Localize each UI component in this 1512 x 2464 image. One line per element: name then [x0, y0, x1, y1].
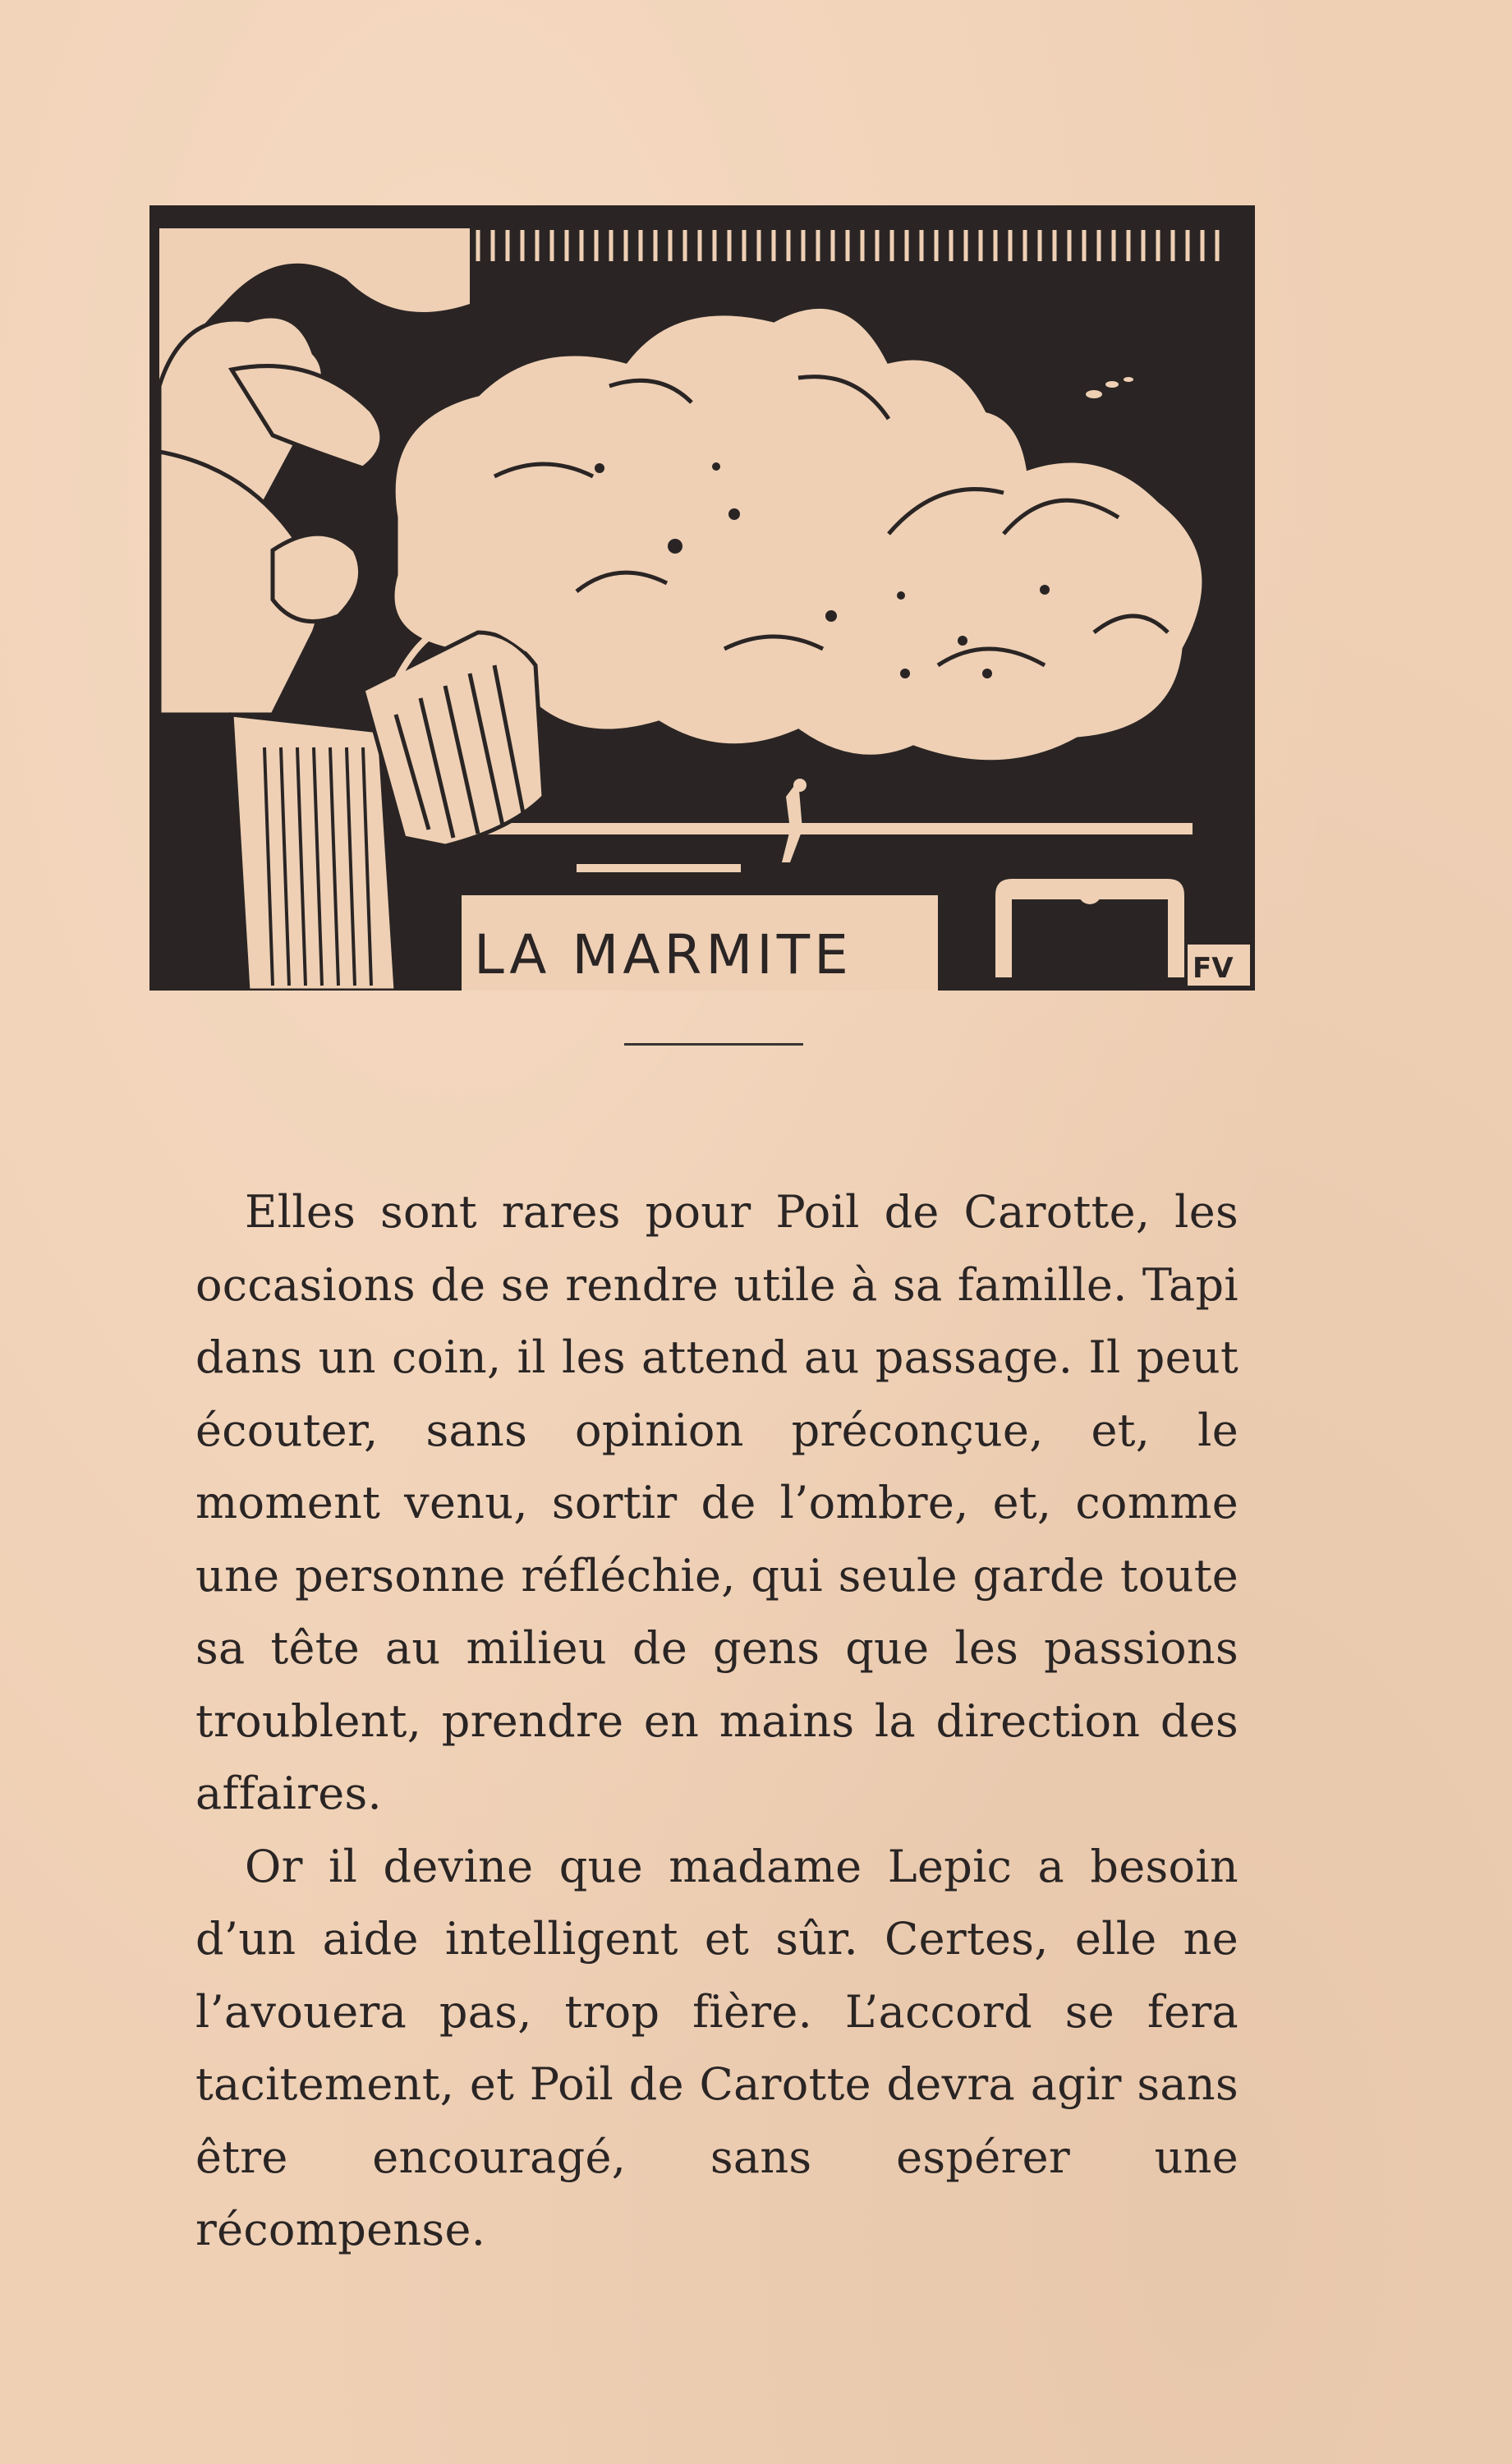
illustration-caption: LA MARMITE — [474, 923, 853, 986]
section-divider — [624, 1043, 803, 1046]
paragraph: Elles sont rares pour Poil de Carotte, les occasions de se rendre utile à sa famille. Tapi dans un coin, il les attend au passage. Il peut écouter, sans opinion préconçue, et, le moment venu, sortir de l’ombre, et, comme une personne réfléchie, qui seule garde toute sa tête au milieu de gens que les passions troublent, prendre en mains la direction des affaires. — [195, 1186, 1239, 1819]
horizon-bar — [412, 823, 1193, 834]
chapter-text — [195, 1176, 1239, 2267]
woodcut-illustration — [149, 205, 1255, 991]
paragraph: Or il devine que madame Lepic a besoin d’un aide intelligent et sûr. Certes, elle ne l’avouera pas, trop fière. L’accord se fera tacitement, et Poil de Carotte devra agir sans être encouragé, sans espérer une récompense. — [195, 1840, 1239, 2255]
artist-monogram: FV — [1193, 952, 1234, 985]
